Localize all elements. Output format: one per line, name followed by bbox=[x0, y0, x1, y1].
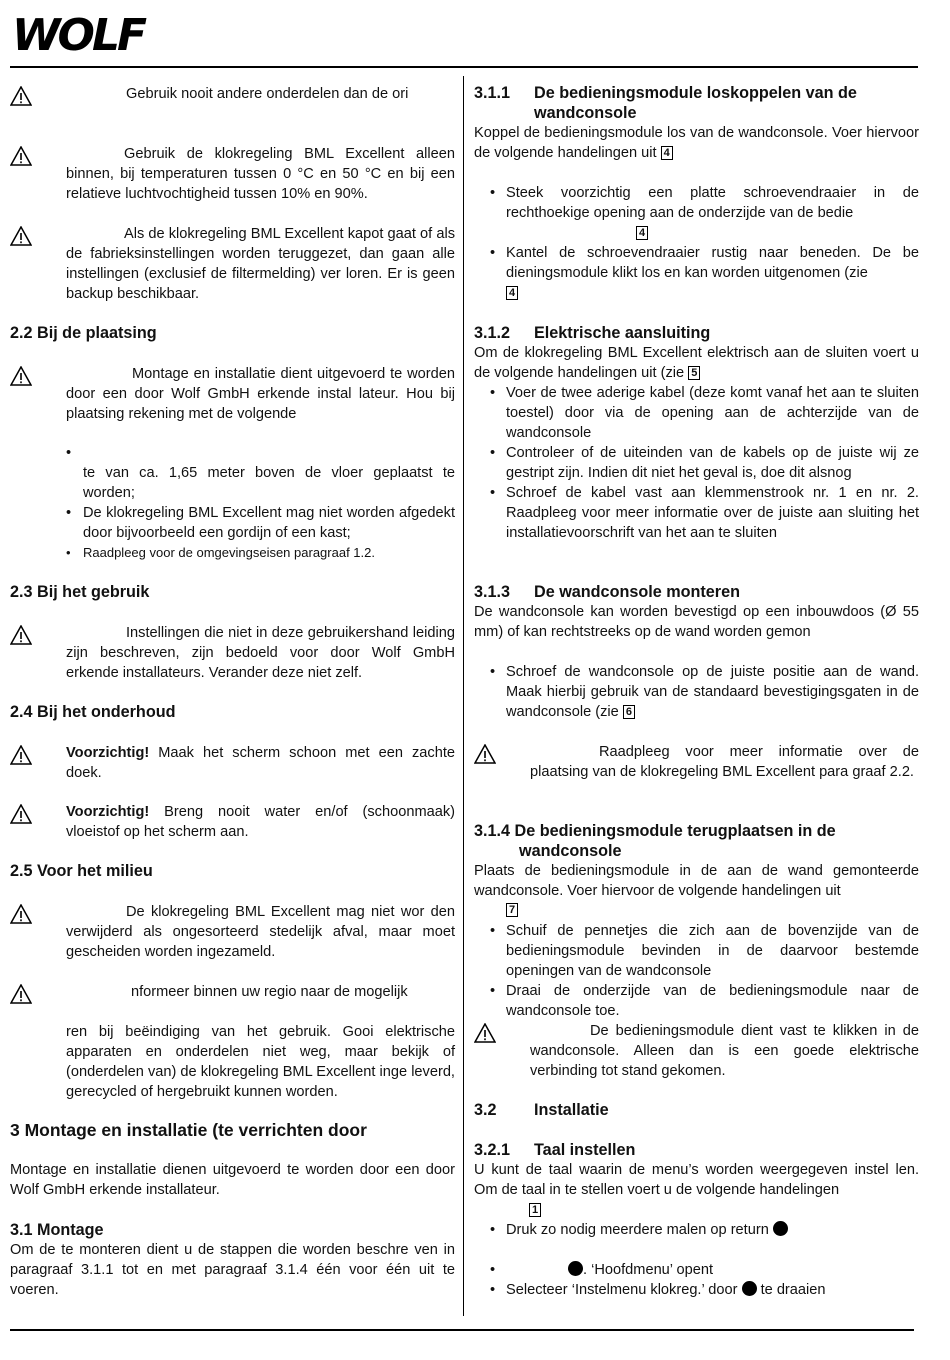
paragraph: U kunt de taal waarin de menu’s worden weergegeven instel len. Om de taal in te stellen voert u de volgende handelingen bbox=[474, 1162, 919, 1198]
warning-text: Instellingen die niet in deze gebruikershand leiding zijn beschreven, zijn bedoeld voor door Wolf GmbH erkende installateurs. Verander deze niet zelf. bbox=[66, 625, 455, 681]
wolf-logo bbox=[12, 10, 162, 61]
warning-text: Als de klokregeling BML Excellent kapot gaat of als de fabrieksinstellingen worden teruggezet, dan gaan alle instellingen (exclusief de filtermelding) ver loren. Er is geen backup beschikbaar. bbox=[66, 226, 455, 302]
rotary-knob-icon bbox=[742, 1281, 757, 1296]
warning-icon bbox=[10, 226, 32, 246]
warning-icon bbox=[10, 804, 32, 824]
figure-ref: 1 bbox=[529, 1203, 541, 1217]
warning-icon bbox=[474, 1023, 496, 1043]
paragraph: Plaats de bedieningsmodule in de aan de wand gemonteerde wandconsole. Voer hiervoor de volgende handelingen uit bbox=[474, 863, 919, 899]
warning-text: De klokregeling BML Excellent mag niet wor den verwijderd als ongesorteerd stedelijk afval, maar moet gescheiden worden ingezameld. bbox=[66, 904, 455, 960]
warning-block bbox=[10, 743, 455, 783]
paragraph bbox=[474, 343, 919, 383]
warning-block bbox=[10, 902, 455, 962]
column-divider bbox=[463, 76, 464, 1316]
section-heading bbox=[474, 83, 919, 123]
warning-block bbox=[10, 84, 455, 104]
list-item bbox=[474, 662, 919, 722]
list-item bbox=[10, 443, 455, 463]
section-number: 3.1.1 bbox=[474, 84, 511, 102]
section-heading bbox=[474, 1140, 919, 1160]
warning-text bbox=[10, 802, 455, 842]
warning-text: De bedieningsmodule dient vast te klikken in de wandconsole. Alleen dan is een goede elektrische verbinding tot stand gekomen. bbox=[530, 1023, 919, 1079]
section-heading: 3.1 Montage bbox=[10, 1221, 104, 1239]
caution-label: Voorzichtig! bbox=[66, 745, 150, 761]
list-item: • Schroef de kabel vast aan klemmenstrook nr. 1 en nr. 2. Raadpleeg voor meer informatie over de juiste aan sluiting het installatievoorschrift van het aan te sluiten bbox=[474, 483, 919, 543]
warning-icon bbox=[10, 984, 32, 1004]
warning-icon bbox=[10, 146, 32, 166]
figure-ref: 4 bbox=[506, 286, 518, 300]
warning-block bbox=[10, 623, 455, 683]
list-item-text: . ‘Hoofdmenu’ opent bbox=[583, 1262, 714, 1278]
list-item bbox=[474, 1280, 919, 1300]
warning-icon bbox=[10, 745, 32, 765]
figure-ref: 4 bbox=[661, 146, 673, 160]
section-title: 3.1.4 De bedieningsmodule terugplaatsen in de bbox=[474, 822, 836, 840]
warning-icon bbox=[10, 366, 32, 386]
section-title-continued: wandconsole bbox=[519, 842, 622, 860]
warning-text: Gebruik nooit andere onderdelen dan de ori bbox=[126, 86, 409, 102]
warning-block bbox=[10, 982, 455, 1102]
caution-label: Voorzichtig! bbox=[66, 804, 150, 820]
warning-text: Montage en installatie dient uitgevoerd te worden door een door Wolf GmbH erkende instal lateur. Hou bij plaatsing rekening met de volgende bbox=[66, 366, 455, 422]
warning-icon bbox=[10, 625, 32, 645]
bullet-list bbox=[474, 662, 919, 722]
bullet-list bbox=[474, 1220, 919, 1300]
list-item: • Draai de onderzijde van de bedieningsmodule naar de wandconsole toe. bbox=[474, 981, 919, 1021]
warning-text: Raadpleeg voor meer informatie over de plaatsing van de klokregeling BML Excellent para graaf 2.2. bbox=[530, 744, 919, 780]
warning-text-continued: ren bij beëindiging van het gebruik. Gooi elektrische apparaten en onderdelen niet weg, maar bekijk of (onderdelen van) de klokregeling BML Excellent inge leverd, gerecycled of hergebruikt kunnen worden. bbox=[66, 1024, 455, 1100]
section-heading bbox=[474, 821, 919, 861]
warning-block bbox=[10, 802, 455, 842]
return-button-icon bbox=[773, 1221, 788, 1236]
list-item: • Steek voorzichtig een platte schroevendraaier in de rechthoekige opening aan de onderzijde van de bedie bbox=[474, 183, 919, 223]
figure-ref: 5 bbox=[688, 366, 700, 380]
footer-rule bbox=[10, 1329, 914, 1331]
paragraph bbox=[474, 123, 919, 163]
section-heading: 2.4 Bij het onderhoud bbox=[10, 703, 176, 721]
section-title: Elektrische aansluiting bbox=[534, 324, 711, 342]
paragraph: Om de te monteren dient u de stappen die worden beschre ven in paragraaf 3.1.1 tot en met paragraaf 3.1.4 één voor één uit te voeren. bbox=[10, 1242, 455, 1298]
list-item-text: te van ca. 1,65 meter boven de vloer geplaatst te worden; bbox=[83, 465, 455, 501]
section-heading bbox=[474, 582, 919, 602]
list-item-text: te draaien bbox=[760, 1282, 826, 1298]
list-item: • Raadpleeg voor de omgevingseisen paragraaf 1.2. bbox=[10, 543, 455, 563]
section-title: De wandconsole monteren bbox=[534, 583, 740, 601]
section-number: 3.1.3 bbox=[474, 583, 511, 601]
warning-block bbox=[474, 1021, 919, 1081]
figure-ref-row bbox=[474, 223, 919, 243]
warning-text: Gebruik de klokregeling BML Excellent alleen binnen, bij temperaturen tussen 0 °C en 50 °C en bij een relatieve luchtvochtigheid tussen 10% en 90%. bbox=[66, 146, 455, 202]
paragraph-text: Koppel de bedieningsmodule los van de wandconsole. Voer hiervoor de volgende handelingen uit bbox=[474, 125, 919, 161]
figure-ref-row bbox=[474, 900, 919, 920]
list-item: • Voer de twee aderige kabel (deze komt vanaf het aan te sluiten toestel) door via de opening aan de achterzijde van de wandconsole bbox=[474, 383, 919, 443]
section-number: 3.2 bbox=[474, 1101, 497, 1119]
section-title: Installatie bbox=[534, 1101, 609, 1119]
figure-ref-row bbox=[474, 1200, 919, 1220]
section-title: Taal instellen bbox=[534, 1141, 636, 1159]
warning-block bbox=[474, 742, 919, 782]
chapter-heading: 3 Montage en installatie (te verrichten door bbox=[10, 1120, 367, 1140]
list-item bbox=[474, 1220, 919, 1240]
warning-text bbox=[10, 743, 455, 783]
list-item: • Kantel de schroevendraaier rustig naar beneden. De be dieningsmodule klikt los en kan worden uitgenomen (zie bbox=[474, 243, 919, 283]
warning-block bbox=[10, 224, 455, 304]
list-item-text: Druk zo nodig meerdere malen op return bbox=[506, 1222, 769, 1238]
list-item-text: Selecteer ‘Instelmenu klokreg.’ door bbox=[506, 1282, 738, 1298]
warning-text: nformeer binnen uw regio naar de mogelijk bbox=[131, 984, 408, 1000]
section-heading bbox=[474, 323, 919, 343]
section-heading bbox=[474, 1100, 919, 1120]
warning-block bbox=[10, 364, 455, 424]
list-item: • Schuif de pennetjes die zich aan de bovenzijde van de bedieningsmodule bevinden in de daarvoor bestemde openingen van de wandconsole bbox=[474, 921, 919, 981]
paragraph: Montage en installatie dienen uitgevoerd te worden door een door Wolf GmbH erkende installateur. bbox=[10, 1162, 455, 1198]
caution-text: Maak het scherm schoon met een zachte doek. bbox=[66, 745, 455, 781]
warning-block bbox=[10, 144, 455, 204]
section-heading: 2.5 Voor het milieu bbox=[10, 862, 153, 880]
warning-icon bbox=[474, 744, 496, 764]
paragraph-text: Om de klokregeling BML Excellent elektrisch aan de sluiten voert u de volgende handelingen uit (zie bbox=[474, 345, 919, 381]
caution-text: Breng nooit water en/of (schoonmaak) vloeistof op het scherm aan. bbox=[66, 804, 455, 840]
warning-icon bbox=[10, 86, 32, 106]
figure-ref: 6 bbox=[623, 705, 635, 719]
rotary-knob-icon bbox=[568, 1261, 583, 1276]
paragraph: De wandconsole kan worden bevestigd op een inbouwdoos (Ø 55 mm) of kan rechtstreeks op de wand worden gemon bbox=[474, 604, 919, 640]
figure-ref: 7 bbox=[506, 903, 518, 917]
bullet-list bbox=[474, 921, 919, 1021]
list-item bbox=[474, 1260, 919, 1280]
warning-icon bbox=[10, 904, 32, 924]
section-number: 3.2.1 bbox=[474, 1141, 511, 1159]
bullet-list bbox=[10, 443, 455, 563]
section-title: De bedieningsmodule loskoppelen van de wandconsole bbox=[534, 84, 857, 122]
figure-ref-row bbox=[474, 283, 919, 303]
bullet-list bbox=[474, 383, 919, 543]
section-heading: 2.2 Bij de plaatsing bbox=[10, 324, 157, 342]
section-number: 3.1.2 bbox=[474, 324, 511, 342]
list-item: • Controleer of de uiteinden van de kabels op de juiste wij ze gestript zijn. Indien dit niet het geval is, doe dit alsnog bbox=[474, 443, 919, 483]
bullet-list bbox=[474, 183, 919, 303]
list-item-text: Schroef de wandconsole op de juiste positie aan de wand. Maak hierbij gebruik van de standaard bevestigingsgaten in de wandconsole (zie bbox=[506, 664, 919, 720]
logo-text: WOLF bbox=[12, 10, 145, 61]
list-item: • De klokregeling BML Excellent mag niet worden afgedekt door bijvoorbeeld een gordijn of een kast; bbox=[10, 503, 455, 543]
figure-ref: 4 bbox=[636, 226, 648, 240]
section-heading: 2.3 Bij het gebruik bbox=[10, 583, 150, 601]
header-rule bbox=[10, 66, 918, 68]
